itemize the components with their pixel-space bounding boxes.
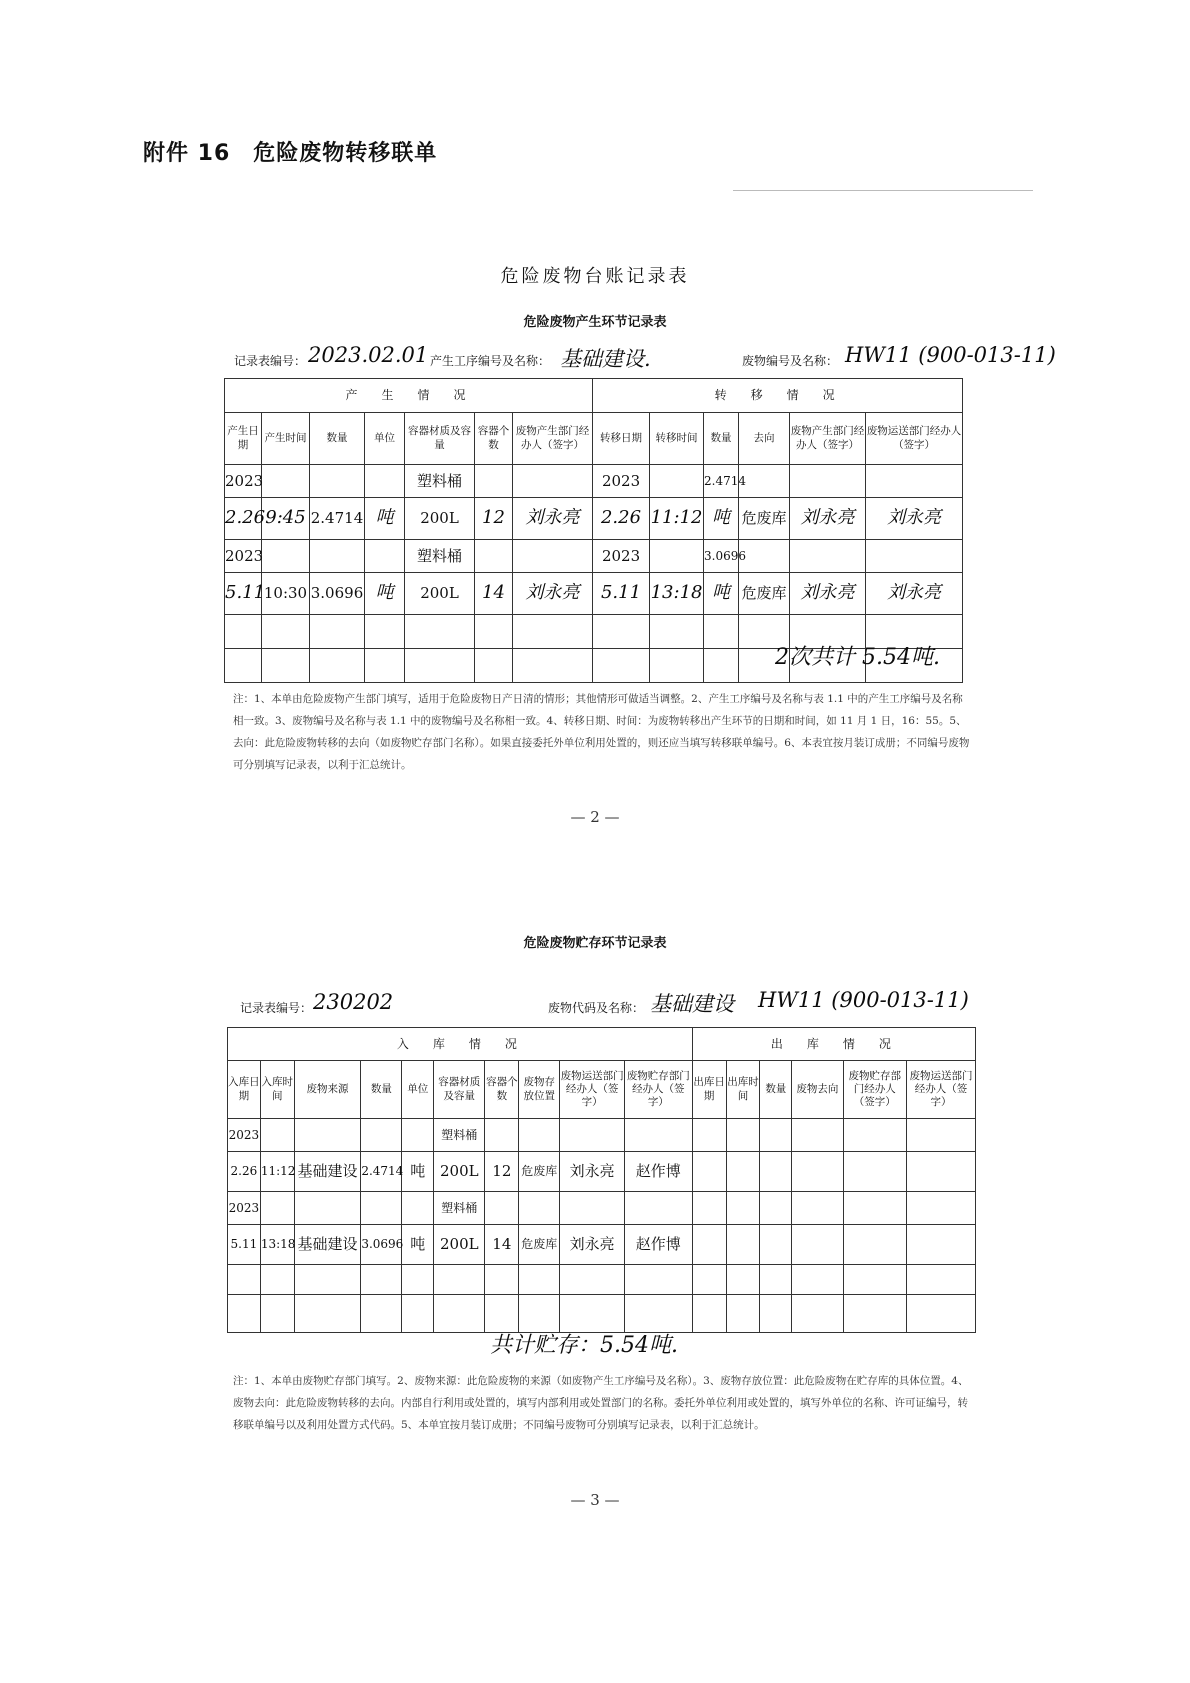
table-cell — [760, 1152, 792, 1192]
table2-record-label: 记录表编号： — [240, 1001, 313, 1015]
table2-total-note: 共计贮存：5.54吨. — [490, 1333, 678, 1358]
table-cell — [228, 1295, 261, 1333]
header-rule — [733, 190, 1033, 191]
table1-subtitle: 危险废物产生环节记录表 — [523, 315, 667, 330]
table-cell — [650, 540, 704, 573]
col-header: 入库日期 — [228, 1061, 261, 1119]
table-cell — [365, 540, 405, 573]
table-cell — [365, 649, 405, 683]
table1-production-ledger — [224, 378, 963, 683]
table-cell — [402, 1119, 434, 1152]
table-cell — [624, 1295, 692, 1333]
table-cell — [726, 1265, 760, 1295]
table-cell — [365, 465, 405, 498]
table-cell — [843, 1152, 907, 1192]
table-cell — [513, 540, 593, 573]
table-cell — [402, 1192, 434, 1225]
table-cell — [434, 1295, 485, 1333]
table-cell — [294, 1192, 361, 1225]
table-cell — [692, 1225, 726, 1265]
table-cell — [519, 1265, 560, 1295]
table-cell — [907, 1192, 976, 1225]
table-cell: 12 — [485, 1152, 519, 1192]
col-header: 去向 — [739, 413, 790, 465]
table-cell — [485, 1119, 519, 1152]
table-cell — [262, 649, 310, 683]
table-cell: 3.0696 — [361, 1225, 402, 1265]
table-cell: 吨 — [704, 498, 739, 540]
table-cell — [260, 1265, 294, 1295]
table-cell — [760, 1295, 792, 1333]
table-cell — [405, 649, 475, 683]
table-cell — [475, 649, 513, 683]
signature: 刘永亮 — [790, 498, 866, 540]
col-header: 数量 — [704, 413, 739, 465]
table-cell — [294, 1295, 361, 1333]
table-cell: 9:45 — [262, 498, 310, 540]
signature: 赵作博 — [624, 1152, 692, 1192]
table-cell — [650, 465, 704, 498]
table-cell — [560, 1295, 625, 1333]
table-cell — [310, 540, 365, 573]
table2-waste-label: 废物代码及名称： — [548, 1001, 645, 1015]
table-cell — [726, 1225, 760, 1265]
col-header: 单位 — [365, 413, 405, 465]
table-cell — [692, 1192, 726, 1225]
signature: 赵作博 — [624, 1225, 692, 1265]
table-cell — [843, 1192, 907, 1225]
table-cell — [361, 1265, 402, 1295]
table-cell — [310, 649, 365, 683]
table2-footnote: 注：1、本单由废物贮存部门填写。2、废物来源：此危险废物的来源（如废物产生工序编号及名称）。3、废物存放位置：此危险废物在贮存库的具体位置。4、废物去向：此危险废物转移的去向。内部自行利用或处置的，填写内部利用或处置部门的名称。委托外单位利用或处置的，填写外单位的名称、许可证编号，转移联单编号以及利用处置方式代码。5、本单宜按月装订成册；不同编号废物可分别填写记录表，以利于汇总统计。 — [233, 1375, 969, 1431]
table-cell — [225, 649, 262, 683]
table-cell — [907, 1119, 976, 1152]
col-header: 数量 — [361, 1061, 402, 1119]
annex-title: 附件 16 危险废物转移联单 — [143, 141, 438, 166]
table-cell — [792, 1295, 843, 1333]
table-cell: 2.4714 — [704, 465, 739, 498]
col-header: 废物运送部门经办人（签字） — [907, 1061, 976, 1119]
table-cell — [402, 1295, 434, 1333]
col-header: 废物去向 — [792, 1061, 843, 1119]
signature: 刘永亮 — [513, 498, 593, 540]
table-cell — [760, 1225, 792, 1265]
table-cell — [475, 465, 513, 498]
table-cell: 吨 — [365, 573, 405, 615]
table-cell — [726, 1192, 760, 1225]
table1-process-name: 基础建设. — [560, 347, 651, 371]
table-cell — [262, 615, 310, 649]
col-header: 废物贮存部门经办人（签字） — [843, 1061, 907, 1119]
section-in: 入 库 情 况 — [228, 1028, 693, 1061]
table-cell — [792, 1225, 843, 1265]
table-cell — [560, 1192, 625, 1225]
table-cell: 吨 — [402, 1152, 434, 1192]
table-cell — [475, 540, 513, 573]
table-cell — [692, 1295, 726, 1333]
table-cell — [907, 1295, 976, 1333]
col-header: 废物运送部门经办人（签字） — [560, 1061, 625, 1119]
table-cell — [485, 1265, 519, 1295]
table-cell — [361, 1295, 402, 1333]
signature: 刘永亮 — [560, 1152, 625, 1192]
table2-subtitle: 危险废物贮存环节记录表 — [523, 936, 667, 951]
col-header: 数量 — [760, 1061, 792, 1119]
table-cell: 基础建设 — [294, 1152, 361, 1192]
signature: 刘永亮 — [866, 573, 963, 615]
table-cell — [294, 1119, 361, 1152]
table-cell — [593, 615, 650, 649]
table-cell: 12 — [475, 498, 513, 540]
table-cell — [513, 649, 593, 683]
col-header: 出库日期 — [692, 1061, 726, 1119]
table-cell — [866, 465, 963, 498]
table-cell: 3.0696 — [310, 573, 365, 615]
table1-record-label: 记录表编号： — [234, 354, 307, 368]
col-header: 废物来源 — [294, 1061, 361, 1119]
table-cell — [907, 1265, 976, 1295]
table-cell — [760, 1119, 792, 1152]
table-cell: 塑料桶 — [434, 1119, 485, 1152]
table-cell: 危废库 — [519, 1225, 560, 1265]
table-cell: 2023 — [225, 465, 262, 498]
table-cell: 吨 — [704, 573, 739, 615]
table-cell — [485, 1192, 519, 1225]
table-cell — [560, 1265, 625, 1295]
table-cell — [792, 1152, 843, 1192]
table-cell — [790, 540, 866, 573]
table-cell — [310, 465, 365, 498]
table-cell: 塑料桶 — [434, 1192, 485, 1225]
table-cell — [790, 465, 866, 498]
section-out: 出 库 情 况 — [692, 1028, 975, 1061]
table-cell — [792, 1192, 843, 1225]
table-cell: 吨 — [365, 498, 405, 540]
table-cell: 14 — [485, 1225, 519, 1265]
table-cell: 2.26 — [593, 498, 650, 540]
col-header: 容器材质及容量 — [405, 413, 475, 465]
table1-process-label: 产生工序编号及名称： — [430, 354, 551, 368]
table-cell — [519, 1295, 560, 1333]
table-cell — [402, 1265, 434, 1295]
table-cell: 塑料桶 — [405, 540, 475, 573]
table-cell — [294, 1265, 361, 1295]
table-cell: 200L — [434, 1152, 485, 1192]
table1-waste-label: 废物编号及名称： — [742, 354, 839, 368]
table-cell: 13:18 — [650, 573, 704, 615]
signature: 刘永亮 — [513, 573, 593, 615]
table-cell — [704, 649, 739, 683]
ledger-title: 危险废物台账记录表 — [500, 266, 690, 287]
col-header: 单位 — [402, 1061, 434, 1119]
col-header: 入库时间 — [260, 1061, 294, 1119]
table1-footnote: 注：1、本单由危险废物产生部门填写，适用于危险废物日产日清的情形；其他情形可做适当调整。2、产生工序编号及名称与表 1.1 中的产生工序编号及名称相一致。3、废物编号及名称与表 1.1 中的废物编号及名称相一致。4、转移日期、时间：为废物转移出产生环节的日期和时间，如 11 月 1 日，16：55。5、去向：此危险废物转移的去向（如废物贮存部门名称）。如果直接委托外单位利用处置的，则还应当填写转移联单编号。6、本表宜按月装订成册；不同编号废物可分别填写记录表，以利于汇总统计。 — [233, 693, 970, 771]
table-cell: 2.4714 — [361, 1152, 402, 1192]
table-cell — [843, 1225, 907, 1265]
table1-total-note: 2次共计 5.54吨. — [775, 645, 940, 670]
col-header: 容器个数 — [475, 413, 513, 465]
table-cell — [434, 1265, 485, 1295]
table-cell: 11:12 — [650, 498, 704, 540]
table-cell: 2023 — [593, 540, 650, 573]
table-cell: 11:12 — [260, 1152, 294, 1192]
col-header: 废物存放位置 — [519, 1061, 560, 1119]
col-header: 产生日期 — [225, 413, 262, 465]
table-cell — [650, 615, 704, 649]
table-cell — [560, 1119, 625, 1152]
table-cell: 3.0696 — [704, 540, 739, 573]
table-cell — [262, 465, 310, 498]
table-cell: 2023 — [228, 1119, 261, 1152]
table-cell: 2023 — [593, 465, 650, 498]
table-cell — [593, 649, 650, 683]
table-cell — [513, 615, 593, 649]
col-header: 数量 — [310, 413, 365, 465]
table-cell: 200L — [405, 498, 475, 540]
table-cell — [760, 1192, 792, 1225]
table-cell — [260, 1192, 294, 1225]
table-cell: 2023 — [228, 1192, 261, 1225]
table-cell — [260, 1295, 294, 1333]
table-cell — [792, 1265, 843, 1295]
table-cell — [624, 1265, 692, 1295]
table2-storage-ledger — [227, 1027, 976, 1333]
table-cell — [228, 1265, 261, 1295]
table-cell — [519, 1192, 560, 1225]
col-header: 出库时间 — [726, 1061, 760, 1119]
table-cell — [739, 540, 790, 573]
table-cell — [361, 1192, 402, 1225]
table-cell: 危废库 — [739, 498, 790, 540]
table-cell: 13:18 — [260, 1225, 294, 1265]
table-cell — [624, 1119, 692, 1152]
table1-waste-code: HW11 (900-013-11) — [845, 343, 1056, 367]
signature: 刘永亮 — [866, 498, 963, 540]
table-cell: 5.11 — [225, 573, 262, 615]
table-cell: 危废库 — [519, 1152, 560, 1192]
section-produce: 产 生 情 况 — [225, 379, 593, 413]
col-header: 废物贮存部门经办人（签字） — [624, 1061, 692, 1119]
table-cell: 塑料桶 — [405, 465, 475, 498]
table-cell — [726, 1295, 760, 1333]
page-number: — 2 — — [570, 808, 620, 826]
col-header: 容器个数 — [485, 1061, 519, 1119]
table-cell: 吨 — [402, 1225, 434, 1265]
table-cell — [843, 1265, 907, 1295]
table-cell: 2.26 — [228, 1152, 261, 1192]
table-cell — [310, 615, 365, 649]
table-cell — [704, 615, 739, 649]
col-header: 转移时间 — [650, 413, 704, 465]
table-cell: 14 — [475, 573, 513, 615]
table-cell — [650, 649, 704, 683]
table-cell: 2023 — [225, 540, 262, 573]
table-cell — [262, 540, 310, 573]
table-cell: 基础建设 — [294, 1225, 361, 1265]
table2-waste-name: 基础建设 — [650, 992, 734, 1016]
table-cell — [907, 1152, 976, 1192]
table-cell — [485, 1295, 519, 1333]
table-cell: 200L — [405, 573, 475, 615]
table2-waste-code: HW11 (900-013-11) — [758, 988, 969, 1012]
table-cell — [225, 615, 262, 649]
table-cell — [760, 1265, 792, 1295]
col-header: 产生时间 — [262, 413, 310, 465]
table-cell — [692, 1265, 726, 1295]
table-cell: 2.4714 — [310, 498, 365, 540]
table-cell — [739, 465, 790, 498]
table-cell — [692, 1119, 726, 1152]
table-cell — [260, 1119, 294, 1152]
table-cell: 200L — [434, 1225, 485, 1265]
table2-record-no: 230202 — [313, 990, 394, 1014]
table-cell — [907, 1225, 976, 1265]
table-cell — [475, 615, 513, 649]
page-number: — 3 — — [570, 1491, 620, 1509]
col-header: 转移日期 — [593, 413, 650, 465]
table-cell — [692, 1152, 726, 1192]
signature: 刘永亮 — [560, 1225, 625, 1265]
table-cell: 2.26 — [225, 498, 262, 540]
table-cell — [843, 1119, 907, 1152]
table-cell — [624, 1192, 692, 1225]
table-cell: 5.11 — [228, 1225, 261, 1265]
col-header: 废物产生部门经办人（签字） — [513, 413, 593, 465]
col-header: 废物产生部门经办人（签字） — [790, 413, 866, 465]
table-cell — [513, 465, 593, 498]
table-cell — [365, 615, 405, 649]
table-cell: 危废库 — [739, 573, 790, 615]
table-cell — [792, 1119, 843, 1152]
col-header: 废物运送部门经办人（签字） — [866, 413, 963, 465]
table-cell — [726, 1119, 760, 1152]
col-header: 容器材质及容量 — [434, 1061, 485, 1119]
table-cell: 10:30 — [262, 573, 310, 615]
table-cell — [405, 615, 475, 649]
table-cell: 5.11 — [593, 573, 650, 615]
table-cell — [361, 1119, 402, 1152]
table1-record-no: 2023.02.01 — [308, 343, 429, 367]
table-cell — [519, 1119, 560, 1152]
table-cell — [866, 540, 963, 573]
signature: 刘永亮 — [790, 573, 866, 615]
table-cell — [726, 1152, 760, 1192]
section-transfer: 转 移 情 况 — [593, 379, 963, 413]
table-cell — [843, 1295, 907, 1333]
